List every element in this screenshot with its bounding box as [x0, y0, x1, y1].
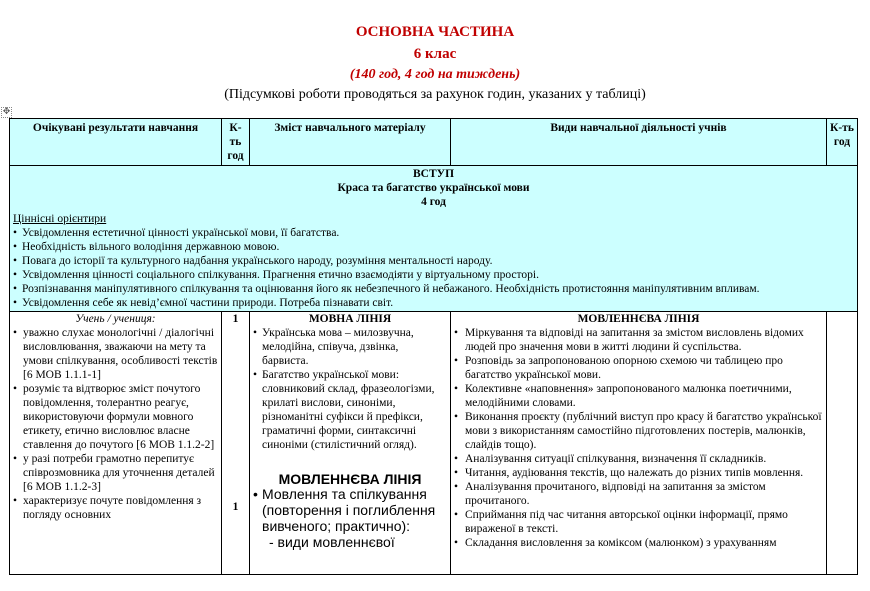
intro-title: ВСТУП: [412, 168, 455, 180]
list-item: • Необхідність вільного володіння державною мовою.: [13, 240, 854, 254]
note-text: (Підсумкові роботи проводяться за рахунок годин, указаних у таблиці): [224, 87, 646, 102]
values-list: [13, 226, 854, 310]
content-list: [253, 326, 447, 452]
hours-value-1: 1: [232, 313, 239, 325]
list-item: • Усвідомлення естетичної цінності української мови, її багатства.: [13, 226, 854, 240]
activities-line-label: МОВЛЕННЄВА ЛІНІЯ: [577, 313, 700, 325]
list-item: • Читання, аудіювання текстів, що належать до різних типів мовлення.: [454, 466, 823, 480]
column-header-activities: Види навчальної діяльності учнів: [451, 119, 827, 166]
curriculum-table: [9, 118, 858, 575]
hours-value-2: 1: [232, 501, 239, 513]
intro-row: [10, 166, 858, 312]
page-title: ОСНОВНА ЧАСТИНА: [355, 24, 515, 40]
list-item: • Мовлення та спілкування (повторення і поглиблення вивченого; практично):: [253, 486, 447, 534]
list-item: • Розпізнавання маніпулятивного спілкування та оцінювання його як небезпечного й небажаного. Необхідність протистояння маніпулятивним впливам.: [13, 282, 854, 296]
list-item: • Усвідомлення себе як невід’ємної частини природи. Потреба пізнавати світ.: [13, 296, 854, 310]
list-item: • характеризує почуте повідомлення з погляду основних: [13, 494, 218, 522]
column-header-hours-2: К-ть год: [827, 119, 858, 166]
list-item: • Міркування та відповіді на запитання за змістом висловлень відомих людей про значення мови в житті людини й суспільства.: [454, 326, 823, 354]
list-item: • Українська мова – милозвучна, мелодійна, співуча, дзвінка, барвиста.: [253, 326, 447, 368]
list-item: • Аналізування ситуації спілкування, визначення її складників.: [454, 452, 823, 466]
column-header-outcomes: Очікувані результати навчання: [10, 119, 222, 166]
language-line-label: МОВНА ЛІНІЯ: [308, 313, 392, 325]
table-move-handle-icon[interactable]: ✥: [2, 107, 11, 117]
grade-title: 6 клас: [413, 46, 457, 62]
speech-content-list: [253, 486, 447, 550]
activities-list: [454, 326, 823, 550]
column-header-content: Зміст навчального матеріалу: [250, 119, 451, 166]
list-item: • уважно слухає монологічні / діалогічні висловлювання, зважаючи на мету та умови спілкування, особливості текстів [6 МОВ 1.1.1-1]: [13, 326, 218, 382]
intro-subtitle: Краса та багатство української мови: [337, 182, 530, 194]
outcomes-list: [13, 326, 218, 522]
list-item: • Колективне «наповнення» запропонованого малюнка поетичними, мелодійними словами.: [454, 382, 823, 410]
list-item: • Аналізування прочитаного, відповіді на запитання за змістом прочитаного.: [454, 480, 823, 508]
column-header-hours: К-ть год: [222, 119, 250, 166]
values-label: Ціннісні орієнтири: [13, 213, 107, 225]
list-item: • Повага до історії та культурного надбання українського народу, розуміння ментальності народу.: [13, 254, 854, 268]
list-item: • у разі потреби грамотно перепитує співрозмовника для уточнення деталей [6 МОВ 1.1.2-3]: [13, 452, 218, 494]
list-item: • Складання висловлення за коміксом (малюнком) з урахуванням: [454, 536, 823, 550]
student-label: Учень / учениця:: [75, 313, 156, 325]
speech-line-label: МОВЛЕННЄВА ЛІНІЯ: [278, 471, 422, 487]
list-item: • розуміє та відтворює зміст почутого повідомлення, толерантно реагує, використовуючи формули мовного етикету, етично висловлює власне ставлення до почутого [6 МОВ 1.1.2-2]: [13, 382, 218, 452]
list-item: • Сприймання під час читання авторської оцінки інформації, прямо вираженої в тексті.: [454, 508, 823, 536]
hours-subtitle: (140 год, 4 год на тиждень): [349, 67, 521, 82]
list-item: • Розповідь за запропонованою опорною схемою чи таблицею про багатство української мови.: [454, 354, 823, 382]
list-item: • Виконання проєкту (публічний виступ про красу й багатство української мови з використанням самостійно підготовлених постерів, малюнків, слайдів тощо).: [454, 410, 823, 452]
list-item: • Багатство української мови: словниковий склад, фразеологізми, крилаті вислови, синоніми, різноманітні суфікси й префікси, граматичні форми, синтаксичні синоніми (стилістичний огляд).: [253, 368, 447, 452]
content-row: [10, 312, 858, 575]
list-item: - види мовленнєвої: [269, 534, 395, 550]
table-header-row: [10, 119, 858, 166]
list-item: • Усвідомлення цінності соціального спілкування. Прагнення етично взаємодіяти у віртуальному просторі.: [13, 268, 854, 282]
intro-hours: 4 год: [421, 196, 446, 208]
